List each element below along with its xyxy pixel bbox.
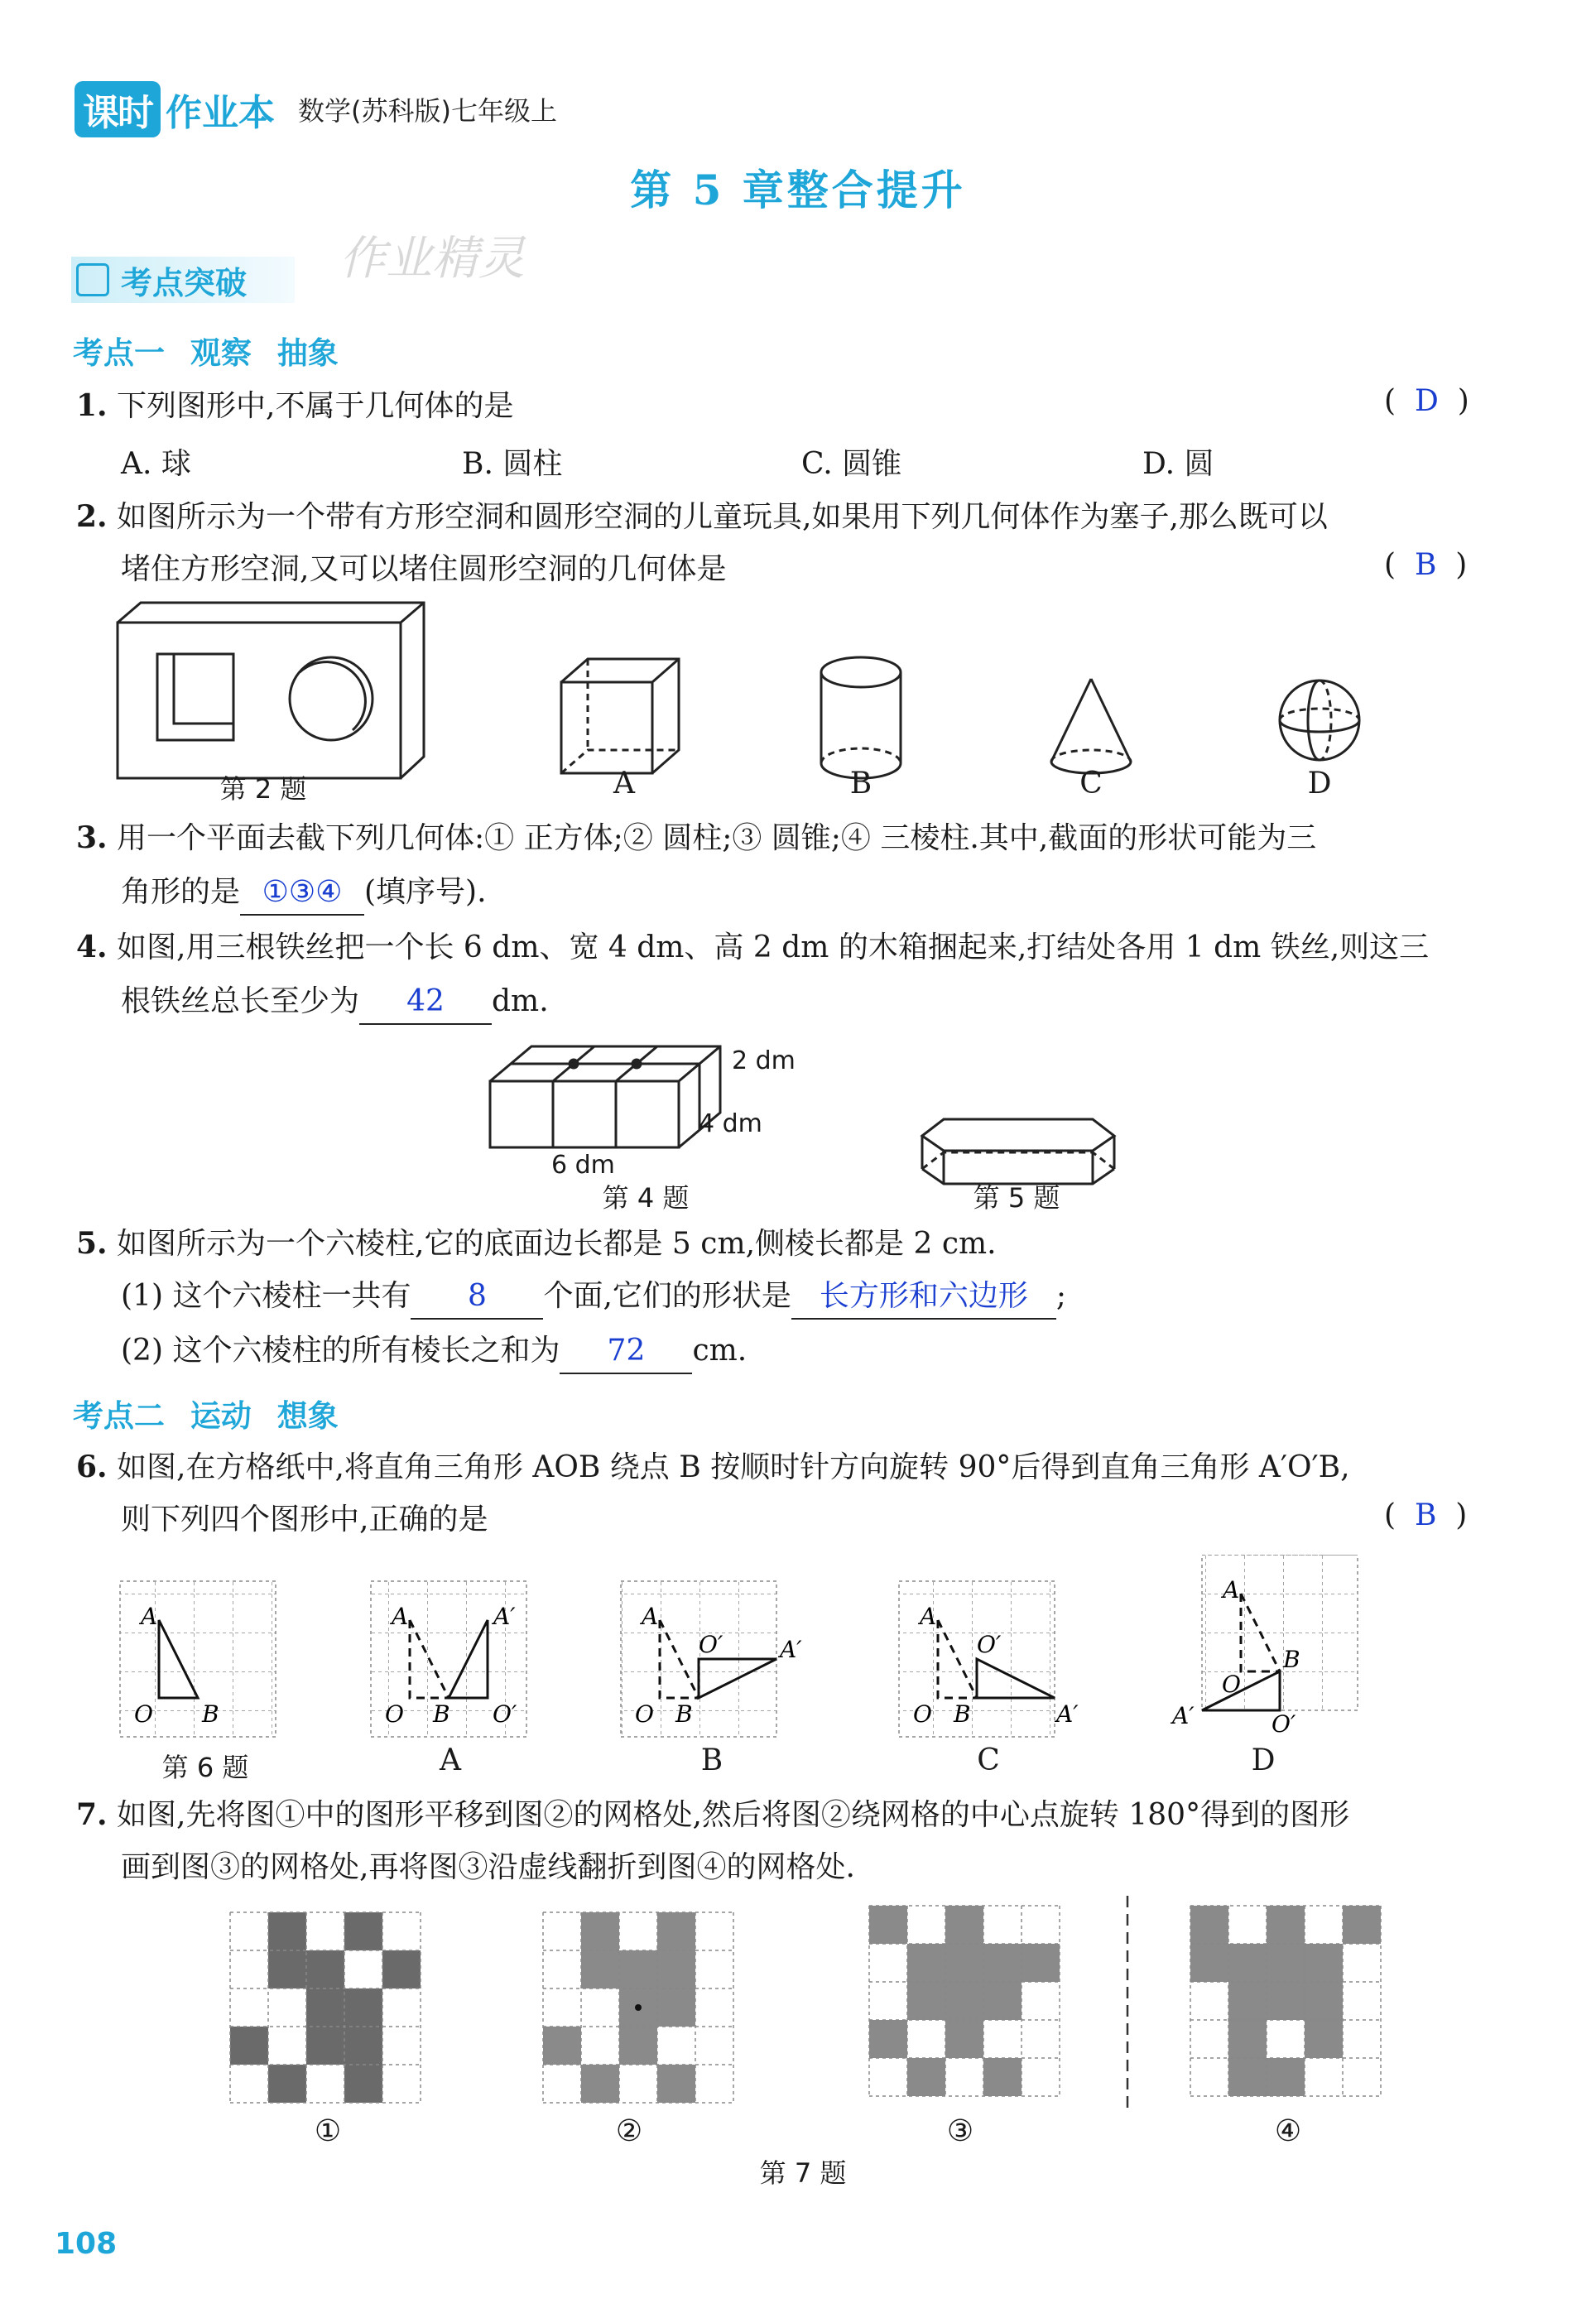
grid-cell-shaded (1305, 1982, 1343, 2020)
q7-label-2: ② (615, 2114, 643, 2148)
q6-answer-bracket: ( B ) (1384, 1498, 1468, 1532)
q6-d-label-a: A (1223, 1576, 1240, 1604)
q6-grid-original (120, 1581, 276, 1737)
q6-grid-option-d (1170, 1555, 1358, 1738)
q7-stem-line1 (76, 1793, 1349, 1837)
grid-cell-shaded (907, 1944, 945, 1982)
q6-orig-label-o: O (134, 1700, 153, 1728)
q3-text-line1: 用一个平面去截下列几何体:① 正方体;② 圆柱;③ 圆锥;④ 三棱柱.其中,截面的形状可能为三 (117, 821, 1317, 855)
grid-cell-shaded (1228, 2020, 1267, 2058)
q1-option-c: C. 圆锥 (801, 447, 902, 481)
q3-answer: ①③④ (240, 871, 364, 916)
kp1-heading: 考点一 观察 抽象 (73, 335, 339, 371)
q4-caption: 第 4 题 (602, 1182, 690, 1214)
grid-cell-shaded (983, 2058, 1022, 2096)
q6-c-label-a2: A′ (1056, 1700, 1079, 1728)
q6-stem-line1 (76, 1445, 1350, 1489)
q6-grid-option-c (899, 1581, 1079, 1737)
q5-stem (76, 1222, 997, 1266)
grid-cell-shaded (1305, 2020, 1343, 2058)
grid-cell-shaded (1022, 1944, 1060, 1982)
q6-figures (116, 1555, 1374, 1753)
q7-label-4: ④ (1274, 2114, 1302, 2148)
grid-cell-shaded (268, 2065, 306, 2103)
q6-b-label-b: B (675, 1700, 693, 1728)
q6-c-label-o: O (913, 1700, 932, 1728)
grid-cell-shaded (869, 1906, 907, 1944)
q5-text: 如图所示为一个六棱柱,它的底面边长都是 5 cm,侧棱长都是 2 cm. (117, 1227, 997, 1261)
grid-cell-shaded (1228, 1982, 1267, 2020)
grid-cell-shaded (945, 1982, 983, 2020)
grid-cell-shaded (983, 1982, 1022, 2020)
q1-option-a: A. 球 (121, 447, 191, 481)
grid-cell-shaded (657, 1912, 695, 1950)
q6-label-a: A (440, 1743, 461, 1777)
q1-option-b: B. 圆柱 (462, 447, 563, 481)
chapter-title: 第 5 章整合提升 (630, 166, 966, 214)
q6-text-line2: 则下列四个图形中,正确的是 (121, 1503, 488, 1536)
q3-text-pre: 角形的是 (121, 875, 241, 909)
grid-cell-shaded (1267, 1906, 1305, 1944)
q2-toy-figure (118, 603, 424, 778)
q6-b-label-a: A (642, 1603, 659, 1630)
q2-text-line1: 如图所示为一个带有方形空洞和圆形空洞的儿童玩具,如果用下列几何体作为塞子,那么既可以 (117, 500, 1328, 534)
q5-hexprism-figure (922, 1119, 1114, 1184)
q7-grid-4 (1190, 1906, 1381, 2096)
grid-cell-shaded (344, 2027, 382, 2065)
grid-center-dot (635, 2004, 642, 2011)
q6-b-label-o2: O′ (699, 1631, 723, 1658)
q5-p2-pre: (2) 这个六棱柱的所有棱长之和为 (121, 1334, 560, 1368)
q6-orig-label-b: B (202, 1700, 219, 1728)
q2-label-d: D (1307, 767, 1332, 801)
q6-d-label-o2: O′ (1272, 1710, 1296, 1738)
q5-p1-pre: (1) 这个六棱柱一共有 (121, 1279, 411, 1313)
grid-cell-shaded (306, 1950, 344, 1988)
book-subtitle: 数学(苏科版)七年级上 (298, 95, 557, 127)
grid-cell-shaded (657, 1950, 695, 1988)
grid-cell-shaded (344, 1988, 382, 2027)
grid-cell-shaded (543, 2027, 581, 2065)
q2-stem-line1 (76, 495, 1328, 539)
q4-stem-line2 (121, 980, 549, 1025)
q7-grid-3 (869, 1906, 1060, 2096)
q6-c-label-o2: O′ (977, 1631, 1002, 1658)
q6-grid-option-b (621, 1581, 802, 1737)
q6-label-c: C (977, 1743, 1000, 1777)
q6-c-label-b: B (954, 1700, 971, 1728)
q6-grid-option-a (371, 1581, 526, 1737)
grid-cell-shaded (907, 1982, 945, 2020)
grid-cell-shaded (306, 2027, 344, 2065)
q5-number: 5. (76, 1226, 108, 1261)
q4-answer: 42 (359, 980, 492, 1025)
q5-part2 (121, 1330, 747, 1374)
cube-figure (561, 659, 679, 773)
q4-dim-width: 4 dm (699, 1109, 762, 1138)
grid-cell-shaded (1343, 1906, 1381, 1944)
grid-cell-shaded (619, 2027, 657, 2065)
grid-cell-shaded (657, 1988, 695, 2027)
grid-cell-shaded (581, 1912, 619, 1950)
q6-orig-label-a: A (141, 1603, 158, 1630)
q2-answer-bracket: ( B ) (1384, 548, 1468, 582)
brand-logo-text: 作业本 (166, 92, 275, 134)
q6-d-label-b: B (1283, 1646, 1300, 1673)
q2-caption: 第 2 题 (219, 773, 307, 805)
q6-b-label-a2: A′ (780, 1636, 802, 1663)
q2-number: 2. (76, 499, 108, 534)
q7-grid-2 (543, 1912, 733, 2103)
q7-label-3: ③ (946, 2114, 974, 2148)
brand-logo-box: 课时 (75, 81, 161, 137)
kp2-heading: 考点二 运动 想象 (73, 1398, 339, 1434)
q4-text-line1: 如图,用三根铁丝把一个长 6 dm、宽 4 dm、高 2 dm 的木箱捆起来,打结处各用 1 dm 铁丝,则这三 (117, 930, 1430, 964)
q5-p2-answer: 72 (560, 1330, 692, 1374)
q2-text-line2: 堵住方形空洞,又可以堵住圆形空洞的几何体是 (121, 552, 727, 586)
grid-cell-shaded (983, 1944, 1022, 1982)
q2-label-a: A (613, 767, 635, 801)
header-brand (75, 84, 557, 134)
q7-number: 7. (76, 1797, 108, 1832)
q7-label-1: ① (314, 2114, 342, 2148)
q4-dim-height: 2 dm (732, 1046, 796, 1075)
q6-a-label-a: A (392, 1603, 409, 1630)
q5-p1-answer2: 长方形和六边形 (791, 1275, 1056, 1320)
grid-cell-shaded (268, 1912, 306, 1950)
grid-cell-shaded (581, 2065, 619, 2103)
grid-cell-shaded (907, 2058, 945, 2096)
q6-a-label-o: O (385, 1700, 404, 1728)
grid-cell-shaded (1190, 1944, 1228, 1982)
q7-caption: 第 7 题 (759, 2157, 847, 2189)
q6-number: 6. (76, 1450, 108, 1484)
q6-b-label-o: O (635, 1700, 654, 1728)
grid-cell-shaded (1305, 1944, 1343, 1982)
sphere-figure (1280, 680, 1359, 760)
q6-c-label-a: A (920, 1603, 937, 1630)
pencil-icon (76, 263, 109, 296)
q5-p2-post: cm. (692, 1334, 748, 1368)
q2-answer: B (1414, 548, 1437, 582)
grid-cell-shaded (1267, 1944, 1305, 1982)
grid-cell-shaded (268, 1950, 306, 1988)
q2-label-b: B (849, 767, 873, 801)
q7-grid-1 (230, 1912, 421, 2103)
q4-stem-line1 (76, 926, 1429, 969)
q1-stem (76, 384, 514, 428)
q1-text: 下列图形中,不属于几何体的是 (117, 389, 514, 423)
q7-text-line2: 画到图③的网格处,再将图③沿虚线翻折到图④的网格处. (121, 1850, 855, 1884)
grid-cell-shaded (382, 1950, 421, 1988)
grid-cell-shaded (619, 1950, 657, 1988)
q5-part1 (121, 1275, 1066, 1320)
grid-cell-shaded (1228, 2058, 1267, 2096)
q3-number: 3. (76, 820, 108, 855)
cone-figure (1051, 679, 1131, 773)
q5-caption: 第 5 题 (973, 1182, 1060, 1214)
q6-label-d: D (1251, 1743, 1276, 1777)
q6-d-label-o: O (1222, 1671, 1241, 1698)
section-tag (71, 257, 295, 303)
q7-text-line1: 如图,先将图①中的图形平移到图②的网格处,然后将图②绕网格的中心点旋转 180°得到的图形 (117, 1798, 1350, 1832)
section-tag-label: 考点突破 (121, 264, 248, 301)
q1-option-d: D. 圆 (1142, 447, 1214, 481)
q5-p1-mid: 个面,它们的形状是 (543, 1279, 791, 1313)
q4-text-post: dm. (492, 984, 549, 1018)
q6-a-label-a2: A′ (493, 1603, 516, 1630)
watermark: 作业精灵 (339, 232, 525, 286)
q4-box-figure (490, 1046, 720, 1147)
cylinder-figure (821, 657, 901, 778)
q4-dim-length: 6 dm (551, 1151, 615, 1180)
q1-number: 1. (76, 388, 108, 423)
q6-d-label-a2: A′ (1172, 1702, 1195, 1729)
grid-cell-shaded (1228, 1944, 1267, 1982)
q5-p1-answer1: 8 (411, 1275, 543, 1320)
grid-cell-shaded (1267, 2058, 1305, 2096)
q6-caption: 第 6 题 (161, 1752, 249, 1783)
q3-text-post: (填序号). (364, 875, 487, 909)
grid-cell-shaded (1267, 1982, 1305, 2020)
grid-cell-shaded (230, 2027, 268, 2065)
q4-text-pre: 根铁丝总长至少为 (121, 984, 360, 1018)
q3-stem-line2 (121, 871, 487, 916)
q1-answer: D (1414, 384, 1439, 418)
q6-a-label-o2: O′ (493, 1700, 517, 1728)
grid-cell-shaded (344, 2065, 382, 2103)
grid-cell-shaded (869, 2020, 907, 2058)
q6-label-b: B (700, 1743, 723, 1777)
grid-cell-shaded (945, 1944, 983, 1982)
grid-cell-shaded (1190, 1906, 1228, 1944)
q6-a-label-b: B (433, 1700, 450, 1728)
grid-cell-shaded (657, 2065, 695, 2103)
page-number: 108 (55, 2227, 118, 2261)
q1-answer-bracket: ( D ) (1384, 384, 1469, 418)
grid-cell-shaded (945, 2020, 983, 2058)
q7-figures (224, 1896, 1399, 2111)
q6-text-line1: 如图,在方格纸中,将直角三角形 AOB 绕点 B 按顺时针方向旋转 90°后得到直角三角形 A′O′B, (117, 1450, 1350, 1484)
q5-p1-post: ; (1055, 1279, 1067, 1313)
grid-cell-shaded (344, 1912, 382, 1950)
q3-stem-line1 (76, 816, 1316, 860)
q4-number: 4. (76, 930, 108, 964)
grid-cell-shaded (945, 1906, 983, 1944)
grid-cell-shaded (306, 1988, 344, 2027)
q2-label-c: C (1079, 767, 1103, 801)
grid-cell-shaded (581, 1950, 619, 1988)
q6-answer: B (1414, 1498, 1437, 1532)
